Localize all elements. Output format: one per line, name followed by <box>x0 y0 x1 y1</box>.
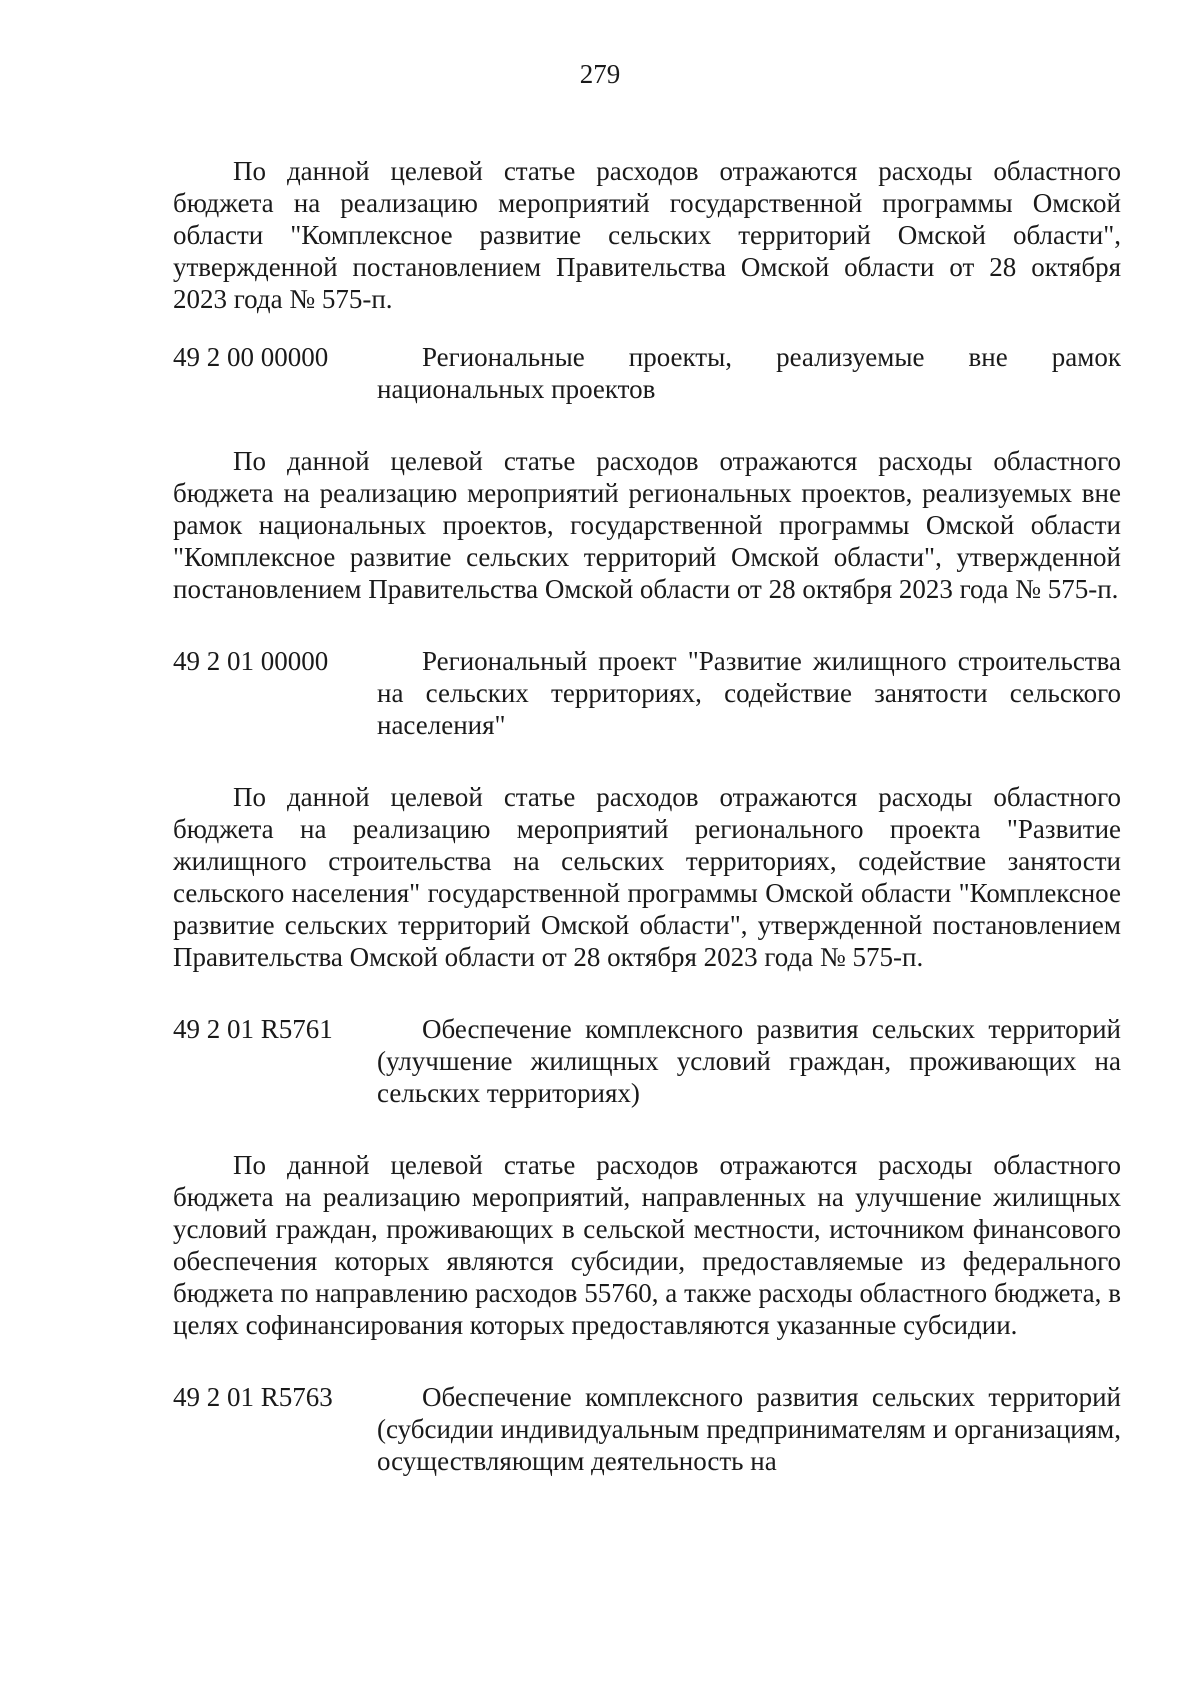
entry-code: 49 2 01 R5761 <box>173 1014 333 1044</box>
entry-code: 49 2 01 00000 <box>173 646 329 676</box>
entry-title: Региональные проекты, реализуемые вне рамок национальных проектов <box>377 342 1121 404</box>
page-number: 279 <box>579 59 621 89</box>
entry-code: 49 2 01 R5763 <box>173 1382 333 1412</box>
paragraph: По данной целевой статье расходов отражаются расходы областного бюджета на реализацию мероприятий государственной программы Омской области "Комплексное развитие сельских территорий Омской области", утвержденной постановлением Правительства Омской области от 28 октября 2023 года № 575-п. <box>173 156 1121 314</box>
budget-entry <box>173 645 1121 741</box>
budget-entry <box>173 1013 1121 1109</box>
entry-title: Региональный проект "Развитие жилищного строительства на сельских территориях, содействие занятости сельского населения" <box>377 646 1121 740</box>
entry-title: Обеспечение комплексного развития сельских территорий (улучшение жилищных условий граждан, проживающих на сельских территориях) <box>377 1014 1121 1108</box>
budget-entry <box>173 1381 1121 1477</box>
entry-title: Обеспечение комплексного развития сельских территорий (субсидии индивидуальным предпринимателям и организациям, осуществляющим деятельность на <box>377 1382 1121 1476</box>
paragraph: По данной целевой статье расходов отражаются расходы областного бюджета на реализацию мероприятий регионального проекта "Развитие жилищного строительства на сельских территориях, содействие занятости сельского населения" государственной программы Омской области "Комплексное развитие сельских территорий Омской области", утвержденной постановлением Правительства Омской области от 28 октября 2023 года № 575-п. <box>173 782 1121 972</box>
paragraph: По данной целевой статье расходов отражаются расходы областного бюджета на реализацию мероприятий, направленных на улучшение жилищных условий граждан, проживающих в сельской местности, источником финансового обеспечения которых являются субсидии, предоставляемые из федерального бюджета по направлению расходов 55760, а также расходы областного бюджета, в целях софинансирования которых предоставляются указанные субсидии. <box>173 1150 1121 1340</box>
paragraph: По данной целевой статье расходов отражаются расходы областного бюджета на реализацию мероприятий региональных проектов, реализуемых вне рамок национальных проектов, государственной программы Омской области "Комплексное развитие сельских территорий Омской области", утвержденной постановлением Правительства Омской области от 28 октября 2023 года № 575-п. <box>173 446 1121 604</box>
entry-code: 49 2 00 00000 <box>173 342 329 372</box>
document-body <box>173 155 1121 1477</box>
budget-entry <box>173 341 1121 405</box>
